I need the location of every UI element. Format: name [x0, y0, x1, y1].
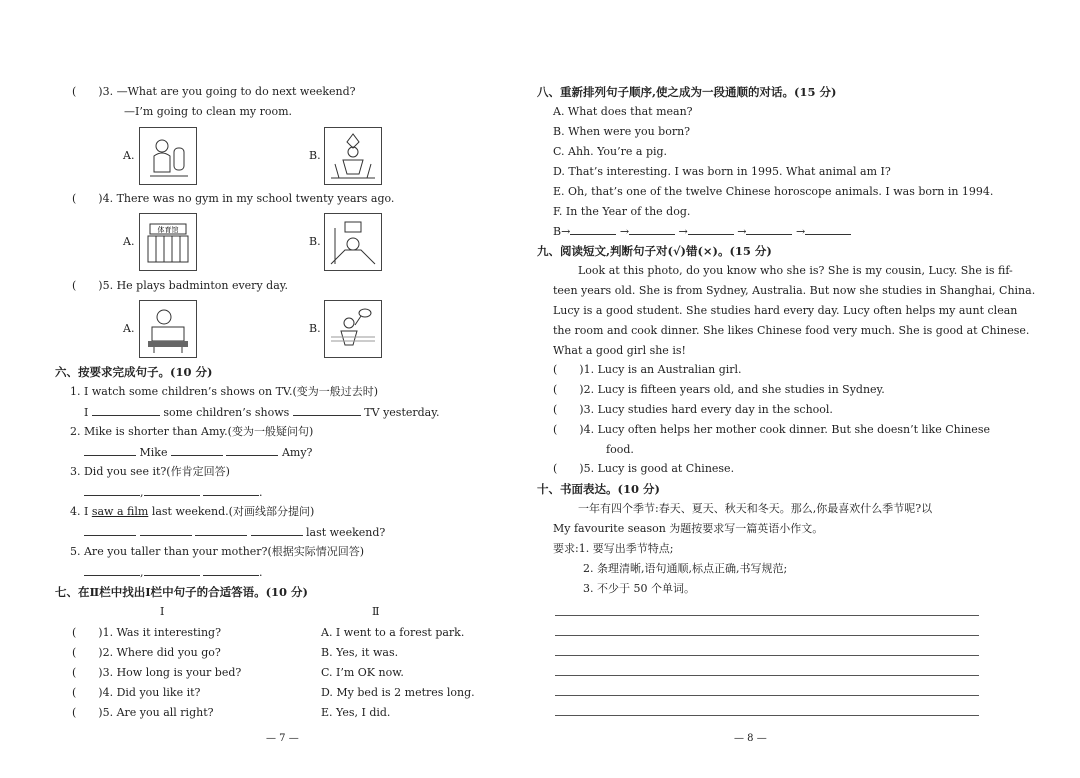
writing-requirement-3: 3. 不少于 50 个单词。	[583, 582, 695, 595]
judge-item-2: ( )2. Lucy is fifteen years old, and she studies in Sydney.	[553, 383, 885, 396]
s6-item4-pre: 4. I	[70, 505, 89, 518]
s6-item1-blank1[interactable]	[92, 405, 160, 416]
column-i-header: Ⅰ	[160, 605, 165, 618]
writing-line-3[interactable]	[555, 655, 979, 656]
s6-item3-blank1[interactable]	[84, 485, 140, 496]
s8-sentence-f: F. In the Year of the dog.	[553, 205, 691, 218]
column-ii-header: Ⅱ	[372, 605, 380, 618]
writing-line-4[interactable]	[555, 675, 979, 676]
s6-item4-blank2[interactable]	[140, 525, 192, 536]
section8-title: 八、重新排列句子顺序,使之成为一段通顺的对话。(15 分)	[537, 85, 837, 99]
s6-item1: 1. I watch some children’s shows on TV.(变为一般过去时)	[70, 385, 379, 398]
q4-option-a-label: A.	[123, 235, 135, 248]
writing-line-1[interactable]	[555, 615, 979, 616]
match-answer-d: D. My bed is 2 metres long.	[321, 686, 475, 699]
q5-question: ( )5. He plays badminton every day.	[72, 279, 288, 292]
s6-item5-comma: ,	[140, 566, 144, 579]
s6-item4-text-b: last weekend?	[306, 526, 386, 539]
s6-item3-period: .	[259, 486, 263, 499]
s8-arrow-2: →	[678, 225, 688, 238]
s6-item4	[70, 505, 314, 519]
s8-sentence-e: E. Oh, that’s one of the twelve Chinese horoscope animals. I was born in 1994.	[553, 185, 994, 198]
s6-item1-answer	[84, 405, 439, 420]
s8-blank-5[interactable]	[805, 224, 851, 235]
match-item-3: ( )3. How long is your bed?	[72, 666, 242, 679]
s6-item3-blank3[interactable]	[203, 485, 259, 496]
s8-blank-1[interactable]	[570, 224, 616, 235]
s6-item2-text-b: Amy?	[281, 446, 313, 459]
q5-picture-a[interactable]	[139, 300, 197, 358]
passage-line-4: the room and cook dinner. She likes Chinese food very much. She is good at Chinese.	[553, 324, 1030, 337]
s6-item2-blank1[interactable]	[84, 445, 136, 456]
q3-option-a-label: A.	[123, 149, 135, 162]
s8-sentence-d: D. That’s interesting. I was born in 1995. What animal am I?	[553, 165, 891, 178]
s6-item1-text-c: TV yesterday.	[364, 406, 440, 419]
section7-title: 七、在Ⅱ栏中找出Ⅰ栏中句子的合适答语。(10 分)	[55, 585, 308, 599]
s8-arrow-1: →	[619, 225, 630, 238]
s6-item2-answer	[84, 445, 312, 460]
judge-item-3: ( )3. Lucy studies hard every day in the school.	[553, 403, 833, 416]
q4-picture-a[interactable]	[139, 213, 197, 271]
q5-option-a-label: A.	[123, 322, 135, 335]
s6-item4-post: last weekend.(对画线部分提问)	[151, 505, 315, 518]
passage-line-2: teen years old. She is from Sydney, Australia. But now she studies in Shanghai, China.	[553, 284, 1036, 297]
writing-line-6[interactable]	[555, 715, 979, 716]
passage-line-5: What a good girl she is!	[553, 344, 686, 357]
writing-prompt-2: My favourite season 为题按要求写一篇英语小作文。	[553, 522, 824, 535]
match-answer-a: A. I went to a forest park.	[321, 626, 465, 639]
s6-item2-blank2[interactable]	[171, 445, 223, 456]
page-number-right: — 8 —	[734, 733, 767, 744]
q4-picture-b[interactable]	[324, 213, 382, 271]
s6-item5-answer	[84, 565, 263, 580]
s8-blank-3[interactable]	[688, 224, 734, 235]
q4-question: ( )4. There was no gym in my school twenty years ago.	[72, 192, 395, 205]
q5-option-b-label: B.	[309, 322, 321, 335]
match-item-5: ( )5. Are you all right?	[72, 706, 214, 719]
s6-item5-period: .	[259, 566, 263, 579]
q4-option-b-label: B.	[309, 235, 321, 248]
s6-item3-answer	[84, 485, 263, 500]
match-answer-b: B. Yes, it was.	[321, 646, 399, 659]
s6-item5-blank1[interactable]	[84, 565, 140, 576]
s6-item2-text-a: Mike	[139, 446, 168, 459]
s8-sentence-a: A. What does that mean?	[553, 105, 693, 118]
s6-item4-blank1[interactable]	[84, 525, 136, 536]
judge-item-4: ( )4. Lucy often helps her mother cook dinner. But she doesn’t like Chinese	[553, 423, 990, 436]
s8-blank-2[interactable]	[629, 224, 675, 235]
page-number-left: — 7 —	[266, 733, 299, 744]
s6-item4-blank3[interactable]	[195, 525, 247, 536]
q3-picture-b[interactable]	[324, 127, 382, 185]
match-item-1: ( )1. Was it interesting?	[72, 626, 221, 639]
s6-item1-blank2[interactable]	[293, 405, 361, 416]
s6-item5-blank3[interactable]	[203, 565, 259, 576]
writing-requirement-2: 2. 条理清晰,语句通顺,标点正确,书写规范;	[583, 562, 788, 575]
writing-line-5[interactable]	[555, 695, 979, 696]
passage-line-1: Look at this photo, do you know who she is? She is my cousin, Lucy. She is fif-	[578, 264, 1013, 277]
s6-item5-blank2[interactable]	[144, 565, 200, 576]
match-answer-e: E. Yes, I did.	[321, 706, 391, 719]
match-item-2: ( )2. Where did you go?	[72, 646, 221, 659]
q3-question: ( )3. —What are you going to do next weekend?	[72, 85, 356, 98]
s8-arrow-3: →	[737, 225, 747, 238]
writing-prompt-1: 一年有四个季节:春天、夏天、秋天和冬天。那么,你最喜欢什么季节呢?以	[578, 502, 933, 515]
s6-item3-comma: ,	[140, 486, 144, 499]
s6-item1-text-b: some children’s shows	[163, 406, 290, 419]
s8-sentence-b: B. When were you born?	[553, 125, 691, 138]
judge-item-1: ( )1. Lucy is an Australian girl.	[553, 363, 742, 376]
s6-item2: 2. Mike is shorter than Amy.(变为一般疑问句)	[70, 425, 314, 438]
section9-title: 九、阅读短文,判断句子对(√)错(×)。(15 分)	[537, 244, 772, 258]
judge-item-4-cont: food.	[606, 443, 634, 456]
writing-line-2[interactable]	[555, 635, 979, 636]
s6-item4-blank4[interactable]	[251, 525, 303, 536]
s8-sentence-c: C. Ahh. You’re a pig.	[553, 145, 668, 158]
q3-answer: —I’m going to clean my room.	[124, 105, 293, 118]
match-answer-c: C. I’m OK now.	[321, 666, 404, 679]
q3-option-b-label: B.	[309, 149, 321, 162]
gym-sign-text: 体育馆	[157, 226, 179, 234]
section10-title: 十、书面表达。(10 分)	[537, 482, 660, 496]
s8-order-sequence	[553, 224, 851, 239]
s6-item3: 3. Did you see it?(作肯定回答)	[70, 465, 230, 478]
s8-blank-4[interactable]	[746, 224, 792, 235]
section6-title: 六、按要求完成句子。(10 分)	[55, 365, 213, 379]
s6-item4-underlined: saw a film	[91, 505, 149, 518]
s8-arrow-4: →	[795, 225, 806, 238]
passage-line-3: Lucy is a good student. She studies hard every day. Lucy often helps my aunt clean	[553, 304, 1018, 317]
judge-item-5: ( )5. Lucy is good at Chinese.	[553, 462, 735, 475]
s6-item3-blank2[interactable]	[144, 485, 200, 496]
s6-item5: 5. Are you taller than your mother?(根据实际情况回答)	[70, 545, 365, 558]
writing-requirement-1: 要求:1. 要写出季节特点;	[553, 542, 674, 555]
s6-item2-blank3[interactable]	[226, 445, 278, 456]
q5-picture-b[interactable]	[324, 300, 382, 358]
s8-seq-start: B→	[553, 225, 571, 238]
s6-item4-answer	[84, 525, 385, 540]
match-item-4: ( )4. Did you like it?	[72, 686, 201, 699]
q3-picture-a[interactable]	[139, 127, 197, 185]
s6-item1-text-a: I	[84, 406, 89, 419]
